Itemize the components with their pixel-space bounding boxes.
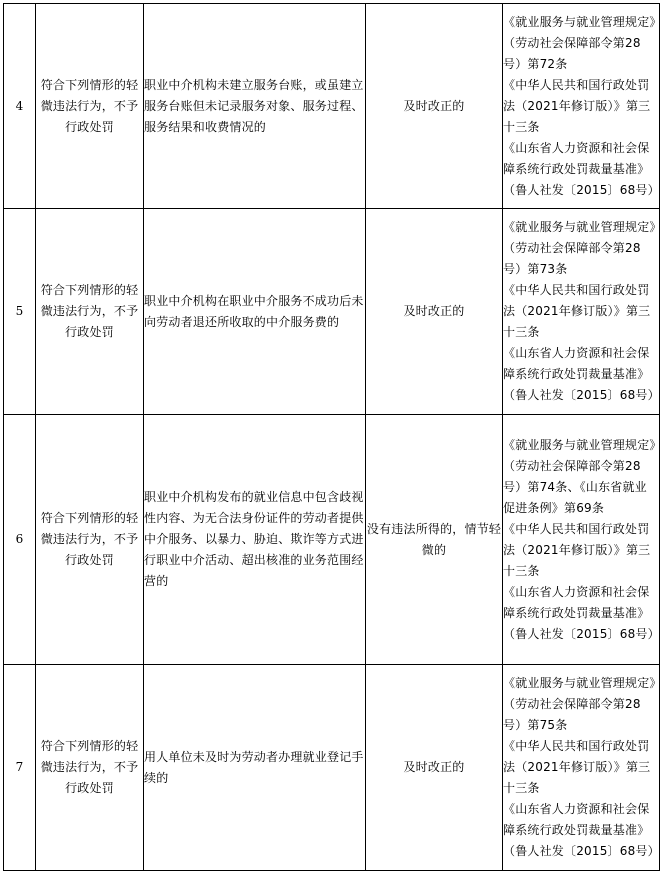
row-number: 4 — [4, 4, 36, 209]
legal-basis-item: 《山东省人力资源和社会保障系统行政处罚裁量基准》（鲁人社发〔2015〕68号） — [503, 140, 660, 197]
table-row — [4, 415, 660, 665]
legal-basis-item: 《就业服务与就业管理规定》（劳动社会保障部令第28号）第74条、《山东省就业促进条例》第69条 — [503, 437, 656, 515]
table-row — [4, 209, 660, 415]
row-legal-basis — [503, 209, 660, 415]
row-legal-basis — [503, 665, 660, 871]
legal-basis-item: 《中华人民共和国行政处罚法（2021年修订版）》第三十三条 — [503, 283, 651, 339]
row-description: 职业中介机构在职业中介服务不成功后未向劳动者退还所收取的中介服务费的 — [144, 209, 366, 415]
row-number: 6 — [4, 415, 36, 665]
legal-basis-item: 《中华人民共和国行政处罚法（2021年修订版）》第三十三条 — [503, 521, 651, 578]
row-condition: 及时改正的 — [366, 209, 503, 415]
row-description: 用人单位未及时为劳动者办理就业登记手续的 — [144, 665, 366, 871]
penalty-exemption-table — [3, 3, 660, 871]
row-number: 7 — [4, 665, 36, 871]
row-legal-basis — [503, 415, 660, 665]
row-condition: 及时改正的 — [366, 4, 503, 209]
row-legal-basis — [503, 4, 660, 209]
row-condition: 没有违法所得的，情节轻微的 — [366, 415, 503, 665]
row-description: 职业中介机构发布的就业信息中包含歧视性内容、为无合法身份证件的劳动者提供中介服务、以暴力、胁迫、欺诈等方式进行职业中介活动、超出核准的业务范围经营的 — [144, 415, 366, 665]
legal-basis-item: 《山东省人力资源和社会保障系统行政处罚裁量基准》（鲁人社发〔2015〕68号） — [503, 584, 660, 641]
table-row — [4, 665, 660, 871]
table-row — [4, 4, 660, 209]
legal-basis-item: 《中华人民共和国行政处罚法（2021年修订版）》第三十三条 — [503, 77, 651, 134]
row-category: 符合下列情形的轻微违法行为，不予行政处罚 — [36, 209, 144, 415]
row-category: 符合下列情形的轻微违法行为，不予行政处罚 — [36, 665, 144, 871]
row-condition: 及时改正的 — [366, 665, 503, 871]
row-category: 符合下列情形的轻微违法行为，不予行政处罚 — [36, 4, 144, 209]
legal-basis-item: 《山东省人力资源和社会保障系统行政处罚裁量基准》（鲁人社发〔2015〕68号） — [503, 802, 660, 858]
row-description: 职业中介机构未建立服务台账，或虽建立服务台账但未记录服务对象、服务过程、服务结果和收费情况的 — [144, 4, 366, 209]
row-number: 5 — [4, 209, 36, 415]
legal-basis-item: 《中华人民共和国行政处罚法（2021年修订版）》第三十三条 — [503, 739, 651, 795]
legal-basis-item: 《就业服务与就业管理规定》（劳动社会保障部令第28号）第75条 — [503, 676, 656, 732]
legal-basis-item: 《就业服务与就业管理规定》（劳动社会保障部令第28号）第72条 — [503, 14, 656, 71]
legal-basis-item: 《山东省人力资源和社会保障系统行政处罚裁量基准》（鲁人社发〔2015〕68号） — [503, 346, 660, 402]
legal-basis-item: 《就业服务与就业管理规定》（劳动社会保障部令第28号）第73条 — [503, 220, 656, 276]
row-category: 符合下列情形的轻微违法行为，不予行政处罚 — [36, 415, 144, 665]
